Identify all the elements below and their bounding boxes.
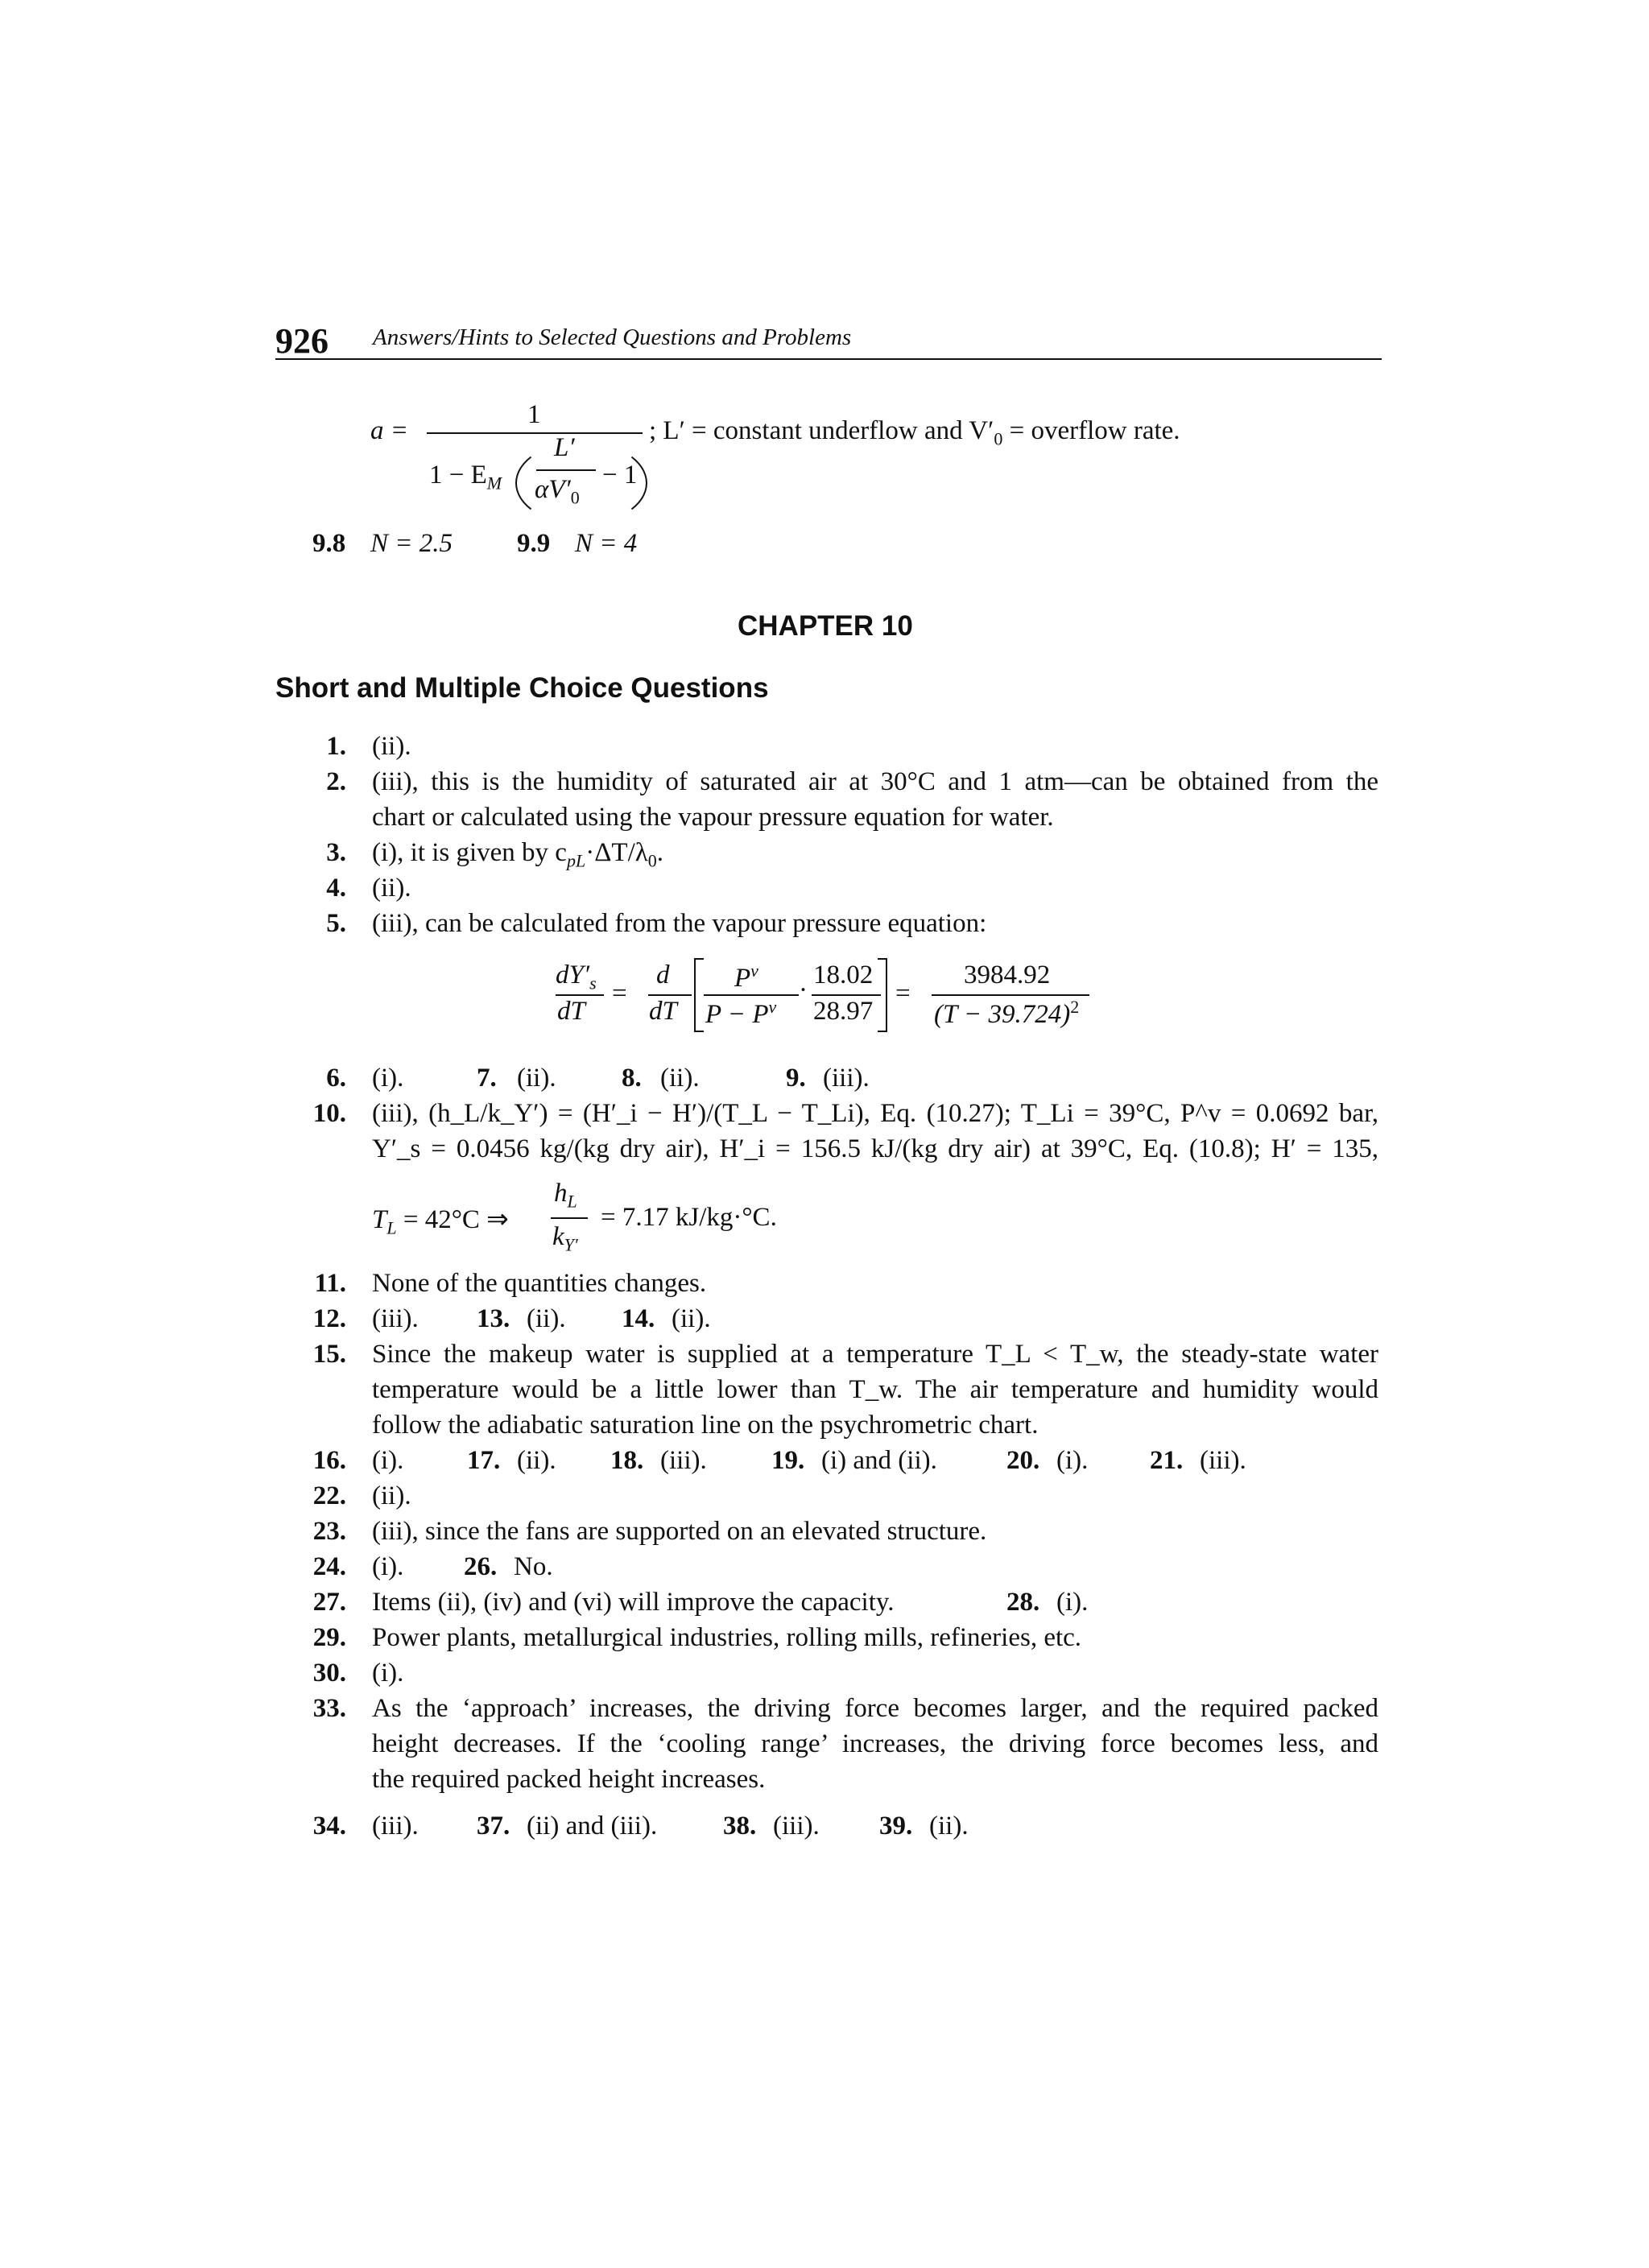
- q18-answer: (iii).: [660, 1446, 707, 1475]
- eq5-eq2: =: [895, 979, 911, 1008]
- q33-num: 33.: [312, 1694, 346, 1723]
- q9-answer: (iii).: [823, 1064, 870, 1093]
- q38-answer: (iii).: [773, 1812, 820, 1840]
- eq5-lhs-bar: [556, 994, 604, 996]
- q19-answer: (i) and (ii).: [821, 1446, 937, 1475]
- q15-line3: follow the adiabatic saturation line on the psychrometric chart.: [372, 1411, 1039, 1440]
- q11-num: 11.: [314, 1269, 346, 1298]
- q17-answer: (ii).: [517, 1446, 556, 1475]
- eq5-lhs-num: dY′: [556, 960, 590, 989]
- q7-num: 7.: [477, 1064, 497, 1093]
- q37-num: 37.: [477, 1812, 510, 1840]
- eq5-eq1: =: [612, 979, 627, 1008]
- eq5-d-den: dT: [649, 997, 677, 1026]
- q24-answer: (i).: [372, 1552, 404, 1581]
- running-title: Answers/Hints to Selected Questions and Problems: [373, 324, 852, 350]
- q14-answer: (ii).: [672, 1304, 711, 1333]
- q10-hl: h: [554, 1179, 568, 1208]
- eq5-right-bracket: [878, 958, 887, 1032]
- q17-num: 17.: [467, 1446, 501, 1475]
- formula-minus-one: − 1: [602, 461, 638, 490]
- q10-ky: k: [552, 1222, 564, 1251]
- answer-9-9-num: 9.9: [517, 529, 551, 558]
- q5-answer: (iii), can be calculated from the vapour pressure equation:: [372, 909, 987, 938]
- formula-numerator: 1: [527, 400, 541, 429]
- q7-answer: (ii).: [517, 1064, 556, 1093]
- formula-main-bar: [427, 432, 643, 434]
- q23-num: 23.: [312, 1517, 346, 1546]
- q22-num: 22.: [312, 1481, 346, 1510]
- q8-num: 8.: [622, 1064, 642, 1093]
- q2-line1: (iii), this is the humidity of saturated air at 30°C and 1 atm—can be obtained from the: [372, 767, 1378, 796]
- q28-num: 28.: [1006, 1588, 1040, 1617]
- eq5-r-bar: [932, 994, 1089, 996]
- q20-answer: (i).: [1056, 1446, 1089, 1475]
- q10-num: 10.: [312, 1099, 346, 1128]
- formula-a-eq: a =: [370, 416, 409, 445]
- q26-num: 26.: [464, 1552, 498, 1581]
- q21-answer: (iii).: [1200, 1446, 1246, 1475]
- q1-answer: (ii).: [372, 732, 411, 761]
- answer-9-8-num: 9.8: [312, 529, 346, 558]
- q12-answer: (iii).: [372, 1304, 419, 1333]
- q10-line2: Y′_s = 0.0456 kg/(kg dry air), H′_i = 156.5 kJ/(kg dry air) at 39°C, Eq. (10.8); H′ = 135,: [372, 1134, 1378, 1163]
- q19-num: 19.: [771, 1446, 805, 1475]
- formula-inner-num: L′: [554, 433, 575, 462]
- q10-frac-bar: [551, 1217, 588, 1219]
- q33-line3: the required packed height increases.: [372, 1765, 766, 1794]
- q29-num: 29.: [312, 1623, 346, 1652]
- q27-answer: Items (ii), (iv) and (vi) will improve the capacity.: [372, 1588, 895, 1617]
- q6-num: 6.: [326, 1064, 346, 1093]
- eq5-left-bracket: [694, 958, 704, 1032]
- header-rule: [275, 358, 1382, 360]
- eq5-p-den: P − P: [705, 1000, 769, 1029]
- q13-answer: (ii).: [527, 1304, 566, 1333]
- q20-num: 20.: [1006, 1446, 1040, 1475]
- q37-answer: (ii) and (iii).: [527, 1812, 658, 1840]
- q4-answer: (ii).: [372, 874, 411, 903]
- formula-den-prefix: 1 − E: [429, 461, 487, 490]
- eq5-dot: ·: [799, 976, 808, 1005]
- q39-answer: (ii).: [929, 1812, 969, 1840]
- q6-answer: (i).: [372, 1064, 404, 1093]
- q1-num: 1.: [326, 732, 346, 761]
- formula-note: ; L′ = constant underflow and $V'_0$ = overflow rate.: [649, 416, 1180, 449]
- q28-answer: (i).: [1056, 1588, 1089, 1617]
- q33-line2: height decreases. If the ‘cooling range’ increases, the driving force becomes less, and: [372, 1729, 1378, 1758]
- q26-answer: No.: [514, 1552, 553, 1581]
- q23-answer: (iii), since the fans are supported on an elevated structure.: [372, 1517, 987, 1546]
- q8-answer: (ii).: [660, 1064, 700, 1093]
- eq5-d-bar: [648, 994, 692, 996]
- answer-9-9: N = 4: [575, 529, 638, 558]
- q3-answer: (i), it is given by $c_{pL}\cdot\Delta T/\lambda_0$.: [372, 838, 664, 871]
- q13-num: 13.: [477, 1304, 510, 1333]
- q4-num: 4.: [326, 874, 346, 903]
- q38-num: 38.: [723, 1812, 757, 1840]
- answer-9-8: N = 2.5: [370, 529, 453, 558]
- eq5-p-num: P: [734, 964, 751, 993]
- formula-inner-den: αV′: [535, 475, 571, 504]
- q34-num: 34.: [312, 1812, 346, 1840]
- q34-answer: (iii).: [372, 1812, 419, 1840]
- q16-num: 16.: [312, 1446, 346, 1475]
- q5-num: 5.: [326, 909, 346, 938]
- eq5-p-bar: [704, 994, 799, 996]
- q29-answer: Power plants, metallurgical industries, rolling mills, refineries, etc.: [372, 1623, 1082, 1652]
- q10-tl: T: [372, 1205, 387, 1234]
- q15-num: 15.: [312, 1340, 346, 1369]
- formula-inner-bar: [536, 469, 596, 471]
- chapter-heading: CHAPTER 10: [738, 610, 913, 642]
- page-number: 926: [275, 321, 329, 361]
- q27-num: 27.: [312, 1588, 346, 1617]
- q24-num: 24.: [312, 1552, 346, 1581]
- eq5-lhs-den: dT: [557, 997, 585, 1026]
- eq5-m-num: 18.02: [813, 960, 874, 989]
- eq5-m-den: 28.97: [813, 997, 874, 1026]
- q33-line1: As the ‘approach’ increases, the driving force becomes larger, and the required packed: [372, 1694, 1378, 1723]
- q30-num: 30.: [312, 1659, 346, 1688]
- q30-answer: (i).: [372, 1659, 404, 1688]
- q15-line2: temperature would be a little lower than T_w. The air temperature and humidity would: [372, 1375, 1378, 1404]
- q2-line2: chart or calculated using the vapour pressure equation for water.: [372, 803, 1054, 832]
- q10-line1: (iii), (h_L/k_Y′) = (H′_i − H′)/(T_L − T_Li), Eq. (10.27); T_Li = 39°C, P^v = 0.0692 bar,: [372, 1099, 1378, 1128]
- section-heading: Short and Multiple Choice Questions: [275, 672, 769, 704]
- q2-num: 2.: [326, 767, 346, 796]
- q21-num: 21.: [1150, 1446, 1184, 1475]
- q10-result: = 7.17 kJ/kg·°C.: [601, 1203, 777, 1232]
- q39-num: 39.: [879, 1812, 913, 1840]
- q9-num: 9.: [786, 1064, 806, 1093]
- eq5-d-num: d: [656, 960, 670, 989]
- q22-answer: (ii).: [372, 1481, 411, 1510]
- q11-answer: None of the quantities changes.: [372, 1269, 707, 1298]
- q3-num: 3.: [326, 838, 346, 867]
- q12-num: 12.: [312, 1304, 346, 1333]
- eq5-m-bar: [812, 994, 881, 996]
- q16-answer: (i).: [372, 1446, 404, 1475]
- q14-num: 14.: [622, 1304, 655, 1333]
- q18-num: 18.: [610, 1446, 644, 1475]
- q15-line1: Since the makeup water is supplied at a temperature T_L < T_w, the steady-state water: [372, 1340, 1378, 1369]
- eq5-r-den: (T − 39.724): [934, 1000, 1071, 1029]
- eq5-r-num: 3984.92: [964, 960, 1051, 989]
